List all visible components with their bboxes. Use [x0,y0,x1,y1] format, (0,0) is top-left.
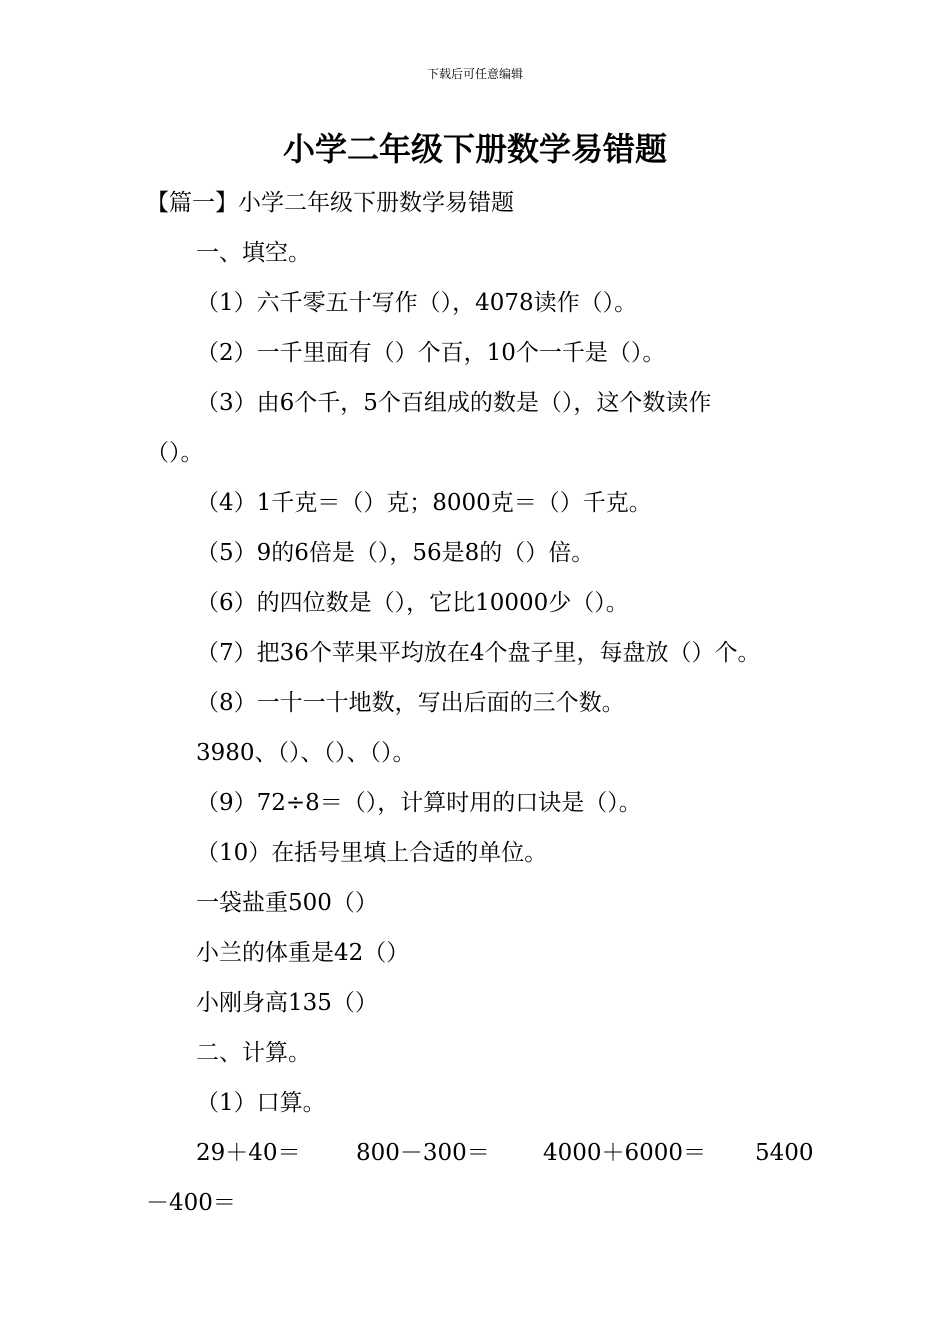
question-6: （6）的四位数是（），它比10000少（）。 [196,590,629,616]
question-10-item-height: 小刚身高135（） [196,990,378,1016]
question-7: （7）把36个苹果平均放在4个盘子里，每盘放（）个。 [196,640,761,666]
oral-calc-heading: （1）口算。 [196,1090,326,1116]
question-1: （1）六千零五十写作（），4078读作（）。 [196,290,638,316]
question-10: （10）在括号里填上合适的单位。 [196,840,548,866]
question-10-item-salt: 一袋盐重500（） [196,890,378,916]
calc-item: 800－300＝ [356,1140,490,1166]
document-body [146,178,826,1228]
calc-item: 5400 [755,1140,814,1166]
question-10-item-weight: 小兰的体重是42（） [196,940,410,966]
part-heading-fill-blank: 一、填空。 [196,240,311,266]
calc-item-wrap: －400＝ [146,1190,236,1216]
section-heading: 【篇一】小学二年级下册数学易错题 [146,190,514,216]
page-header: 下载后可任意编辑 [426,67,523,81]
calc-item: 4000＋6000＝ [543,1140,707,1166]
question-4: （4）1千克＝（）克；8000克＝（）千克。 [196,490,652,516]
question-8-sequence: 3980、（）、（）、（）。 [196,740,416,766]
question-3-continuation: （）。 [146,440,204,466]
question-2: （2）一千里面有（）个百，10个一千是（）。 [196,340,666,366]
part-heading-calculation: 二、计算。 [196,1040,311,1066]
question-9: （9）72÷8＝（），计算时用的口诀是（）。 [196,790,642,816]
question-5: （5）9的6倍是（），56是8的（）倍。 [196,540,595,566]
question-3: （3）由6个千，5个百组成的数是（），这个数读作 [196,390,712,416]
question-8: （8）一十一十地数，写出后面的三个数。 [196,690,625,716]
calc-item: 29＋40＝ [196,1140,301,1166]
document-title: 小学二年级下册数学易错题 [282,130,667,168]
oral-calc-row [146,1128,826,1178]
